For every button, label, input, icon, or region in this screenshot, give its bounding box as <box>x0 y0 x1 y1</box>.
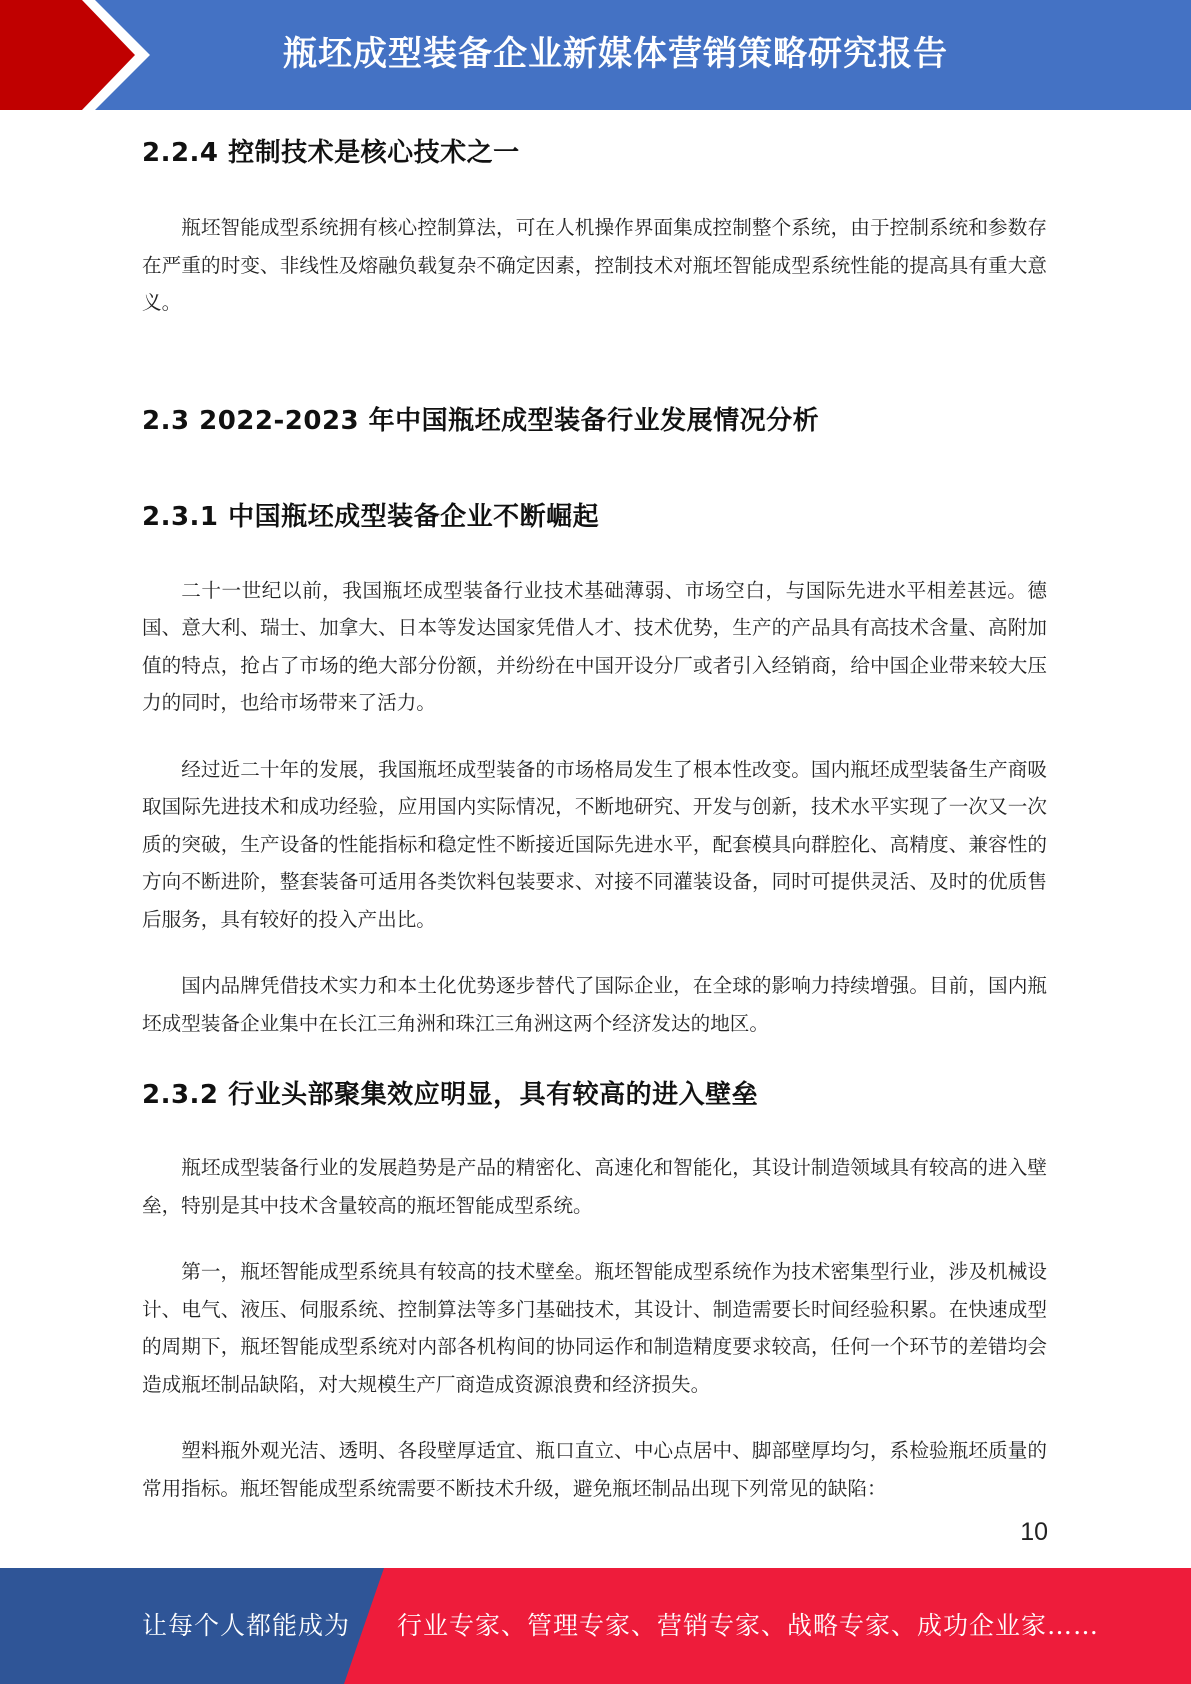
paragraph: 瓶坯成型装备行业的发展趋势是产品的精密化、高速化和智能化，其设计制造领域具有较高的进入壁垒，特别是其中技术含量较高的瓶坯智能成型系统。 <box>142 1156 1047 1217</box>
paragraph: 国内品牌凭借技术实力和本土化优势逐步替代了国际企业，在全球的影响力持续增强。目前，国内瓶坯成型装备企业集中在长江三角洲和珠江三角洲这两个经济发达的地区。 <box>142 974 1047 1035</box>
footer-slogan-left: 让每个人都能成为 <box>142 1611 351 1640</box>
paragraph: 第一，瓶坯智能成型系统具有较高的技术壁垒。瓶坯智能成型系统作为技术密集型行业，涉及机械设计、电气、液压、伺服系统、控制算法等多门基础技术，其设计、制造需要长时间经验积累。在快速成型的周期下，瓶坯智能成型系统对内部各机构间的协同运作和制造精度要求较高，任何一个环节的差错均会造成瓶坯制品缺陷，对大规模生产厂商造成资源浪费和经济损失。 <box>142 1260 1047 1396</box>
paragraph: 塑料瓶外观光洁、透明、各段壁厚适宜、瓶口直立、中心点居中、脚部壁厚均匀，系检验瓶坯质量的常用指标。瓶坯智能成型系统需要不断技术升级，避免瓶坯制品出现下列常见的缺陷： <box>142 1439 1047 1500</box>
report-title: 瓶坯成型装备企业新媒体营销策略研究报告 <box>283 34 948 74</box>
footer-slogan-right: 行业专家、管理专家、营销专家、战略专家、成功企业家…… <box>397 1611 1100 1640</box>
report-footer <box>0 1568 1191 1684</box>
heading-2-3-1: 2.3.1 中国瓶坯成型装备企业不断崛起 <box>142 501 600 532</box>
heading-2-3: 2.3 2022-2023 年中国瓶坯成型装备行业发展情况分析 <box>142 405 820 436</box>
page-number: 10 <box>1020 1518 1048 1546</box>
page-content <box>142 120 1047 1507</box>
paragraph: 瓶坯智能成型系统拥有核心控制算法，可在人机操作界面集成控制整个系统，由于控制系统和参数存在严重的时变、非线性及熔融负载复杂不确定因素，控制技术对瓶坯智能成型系统性能的提高具有重大意义。 <box>142 216 1047 314</box>
report-header <box>0 0 1191 110</box>
heading-2-3-2: 2.3.2 行业头部聚集效应明显，具有较高的进入壁垒 <box>142 1080 759 1110</box>
paragraph: 二十一世纪以前，我国瓶坯成型装备行业技术基础薄弱、市场空白，与国际先进水平相差甚远。德国、意大利、瑞士、加拿大、日本等发达国家凭借人才、技术优势，生产的产品具有高技术含量、高附加值的特点，抢占了市场的绝大部分份额，并纷纷在中国开设分厂或者引入经销商，给中国企业带来较大压力的同时，也给市场带来了活力。 <box>142 578 1047 714</box>
heading-2-2-4: 2.2.4 控制技术是核心技术之一 <box>142 138 520 168</box>
paragraph: 经过近二十年的发展，我国瓶坯成型装备的市场格局发生了根本性改变。国内瓶坯成型装备生产商吸取国际先进技术和成功经验，应用国内实际情况，不断地研究、开发与创新，技术水平实现了一次又一次质的突破，生产设备的性能指标和稳定性不断接近国际先进水平，配套模具向群腔化、高精度、兼容性的方向不断进阶，整套装备可适用各类饮料包装要求、对接不同灌装设备，同时可提供灵活、及时的优质售后服务，具有较好的投入产出比。 <box>142 757 1047 931</box>
